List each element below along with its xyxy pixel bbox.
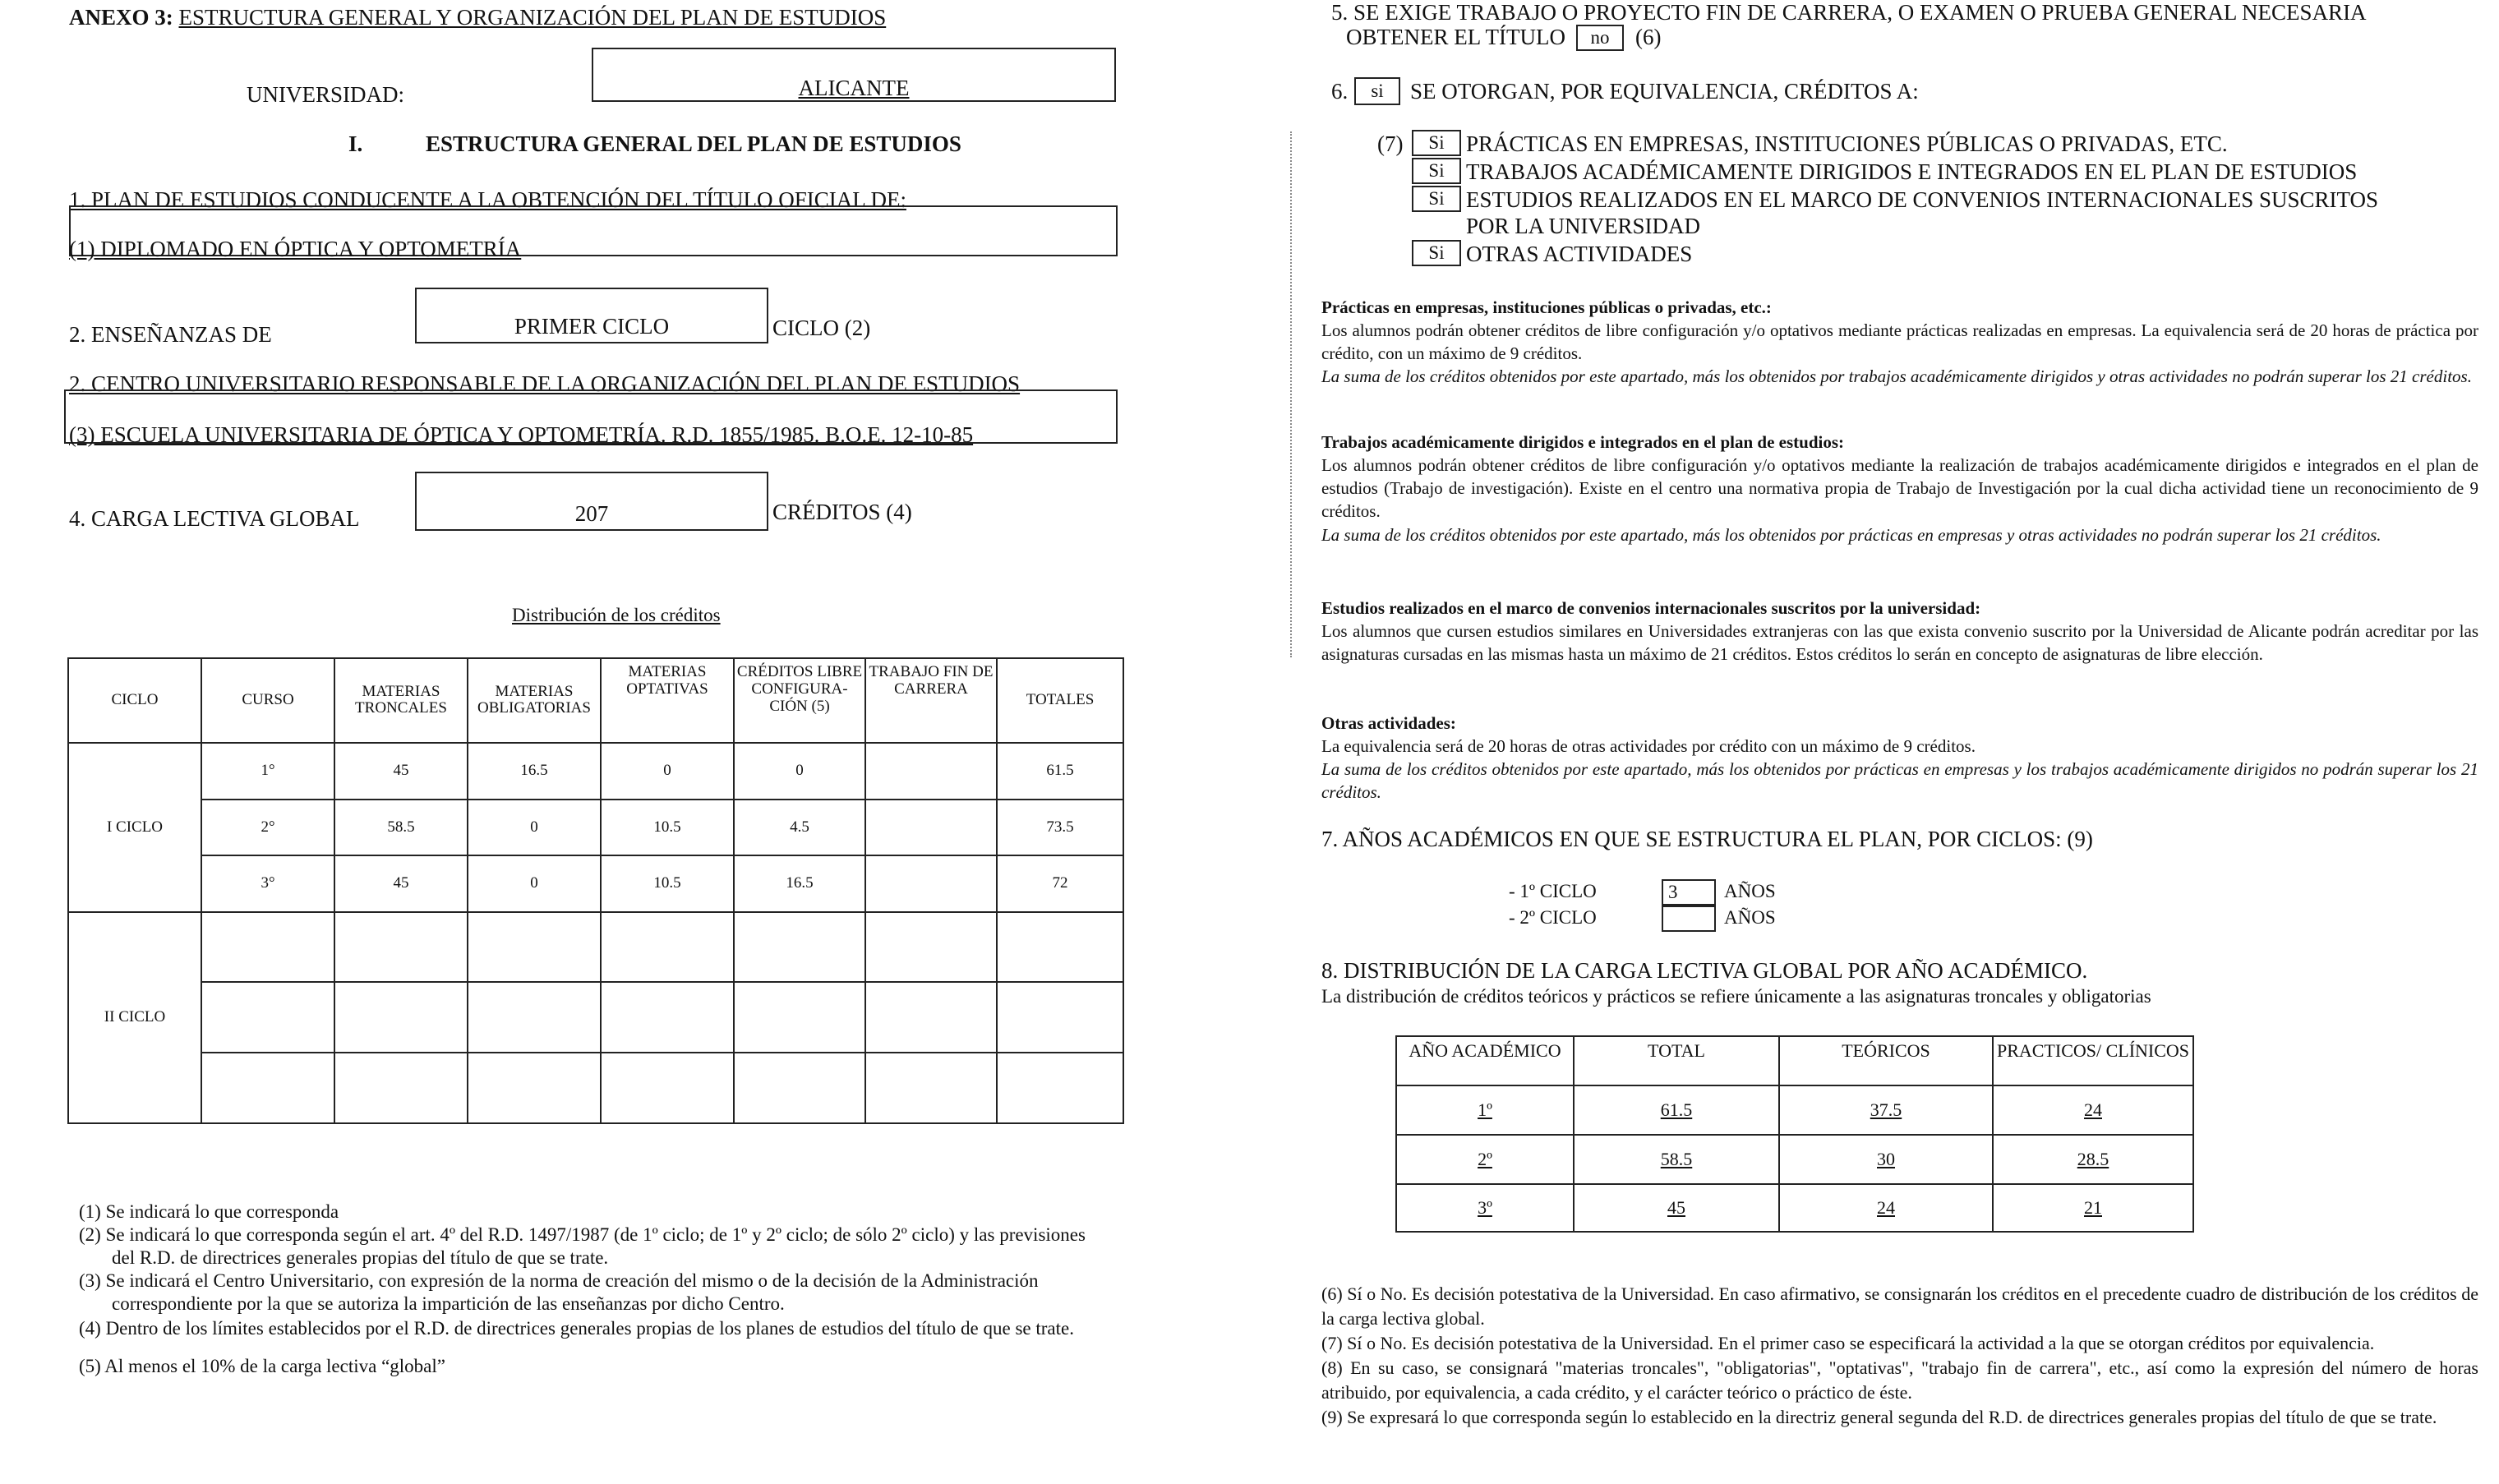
cell-trabajo xyxy=(865,743,997,800)
cell-obligatorias: 16.5 xyxy=(468,743,601,800)
q5-line1: 5. SE EXIGE TRABAJO O PROYECTO FIN DE CARRERA, O EXAMEN O PRUEBA GENERAL NECESARIA xyxy=(1331,0,2367,25)
credit-distribution-table xyxy=(67,657,1124,1124)
q2-value: PRIMER CICLO xyxy=(514,314,670,339)
cell-obligatorias: 0 xyxy=(468,855,601,912)
cell-trabajo xyxy=(865,855,997,912)
cell-curso: 1° xyxy=(201,743,334,800)
q7-row2-unit: AÑOS xyxy=(1724,907,1776,928)
footnote-7: (7) Sí o No. Es decisión potestativa de la Universidad. En el primer caso se especificará la actividad a la que se otorgan créditos por equivalencia. xyxy=(1321,1332,2375,1353)
section-practicas xyxy=(1321,296,2478,389)
section-estudios-convenios xyxy=(1321,597,2478,666)
cell-optativas: 10.5 xyxy=(601,855,734,912)
footnote-2-cont: del R.D. de directrices generales propias del título de que se trate. xyxy=(112,1247,609,1268)
table-row xyxy=(68,1053,1123,1123)
practicas-text: Los alumnos podrán obtener créditos de libre configuración y/o optativos mediante prácticas realizadas en empresas. La equivalencia será de 20 horas de práctica por crédito, con un máximo de 9 créditos. xyxy=(1321,320,2478,364)
q4-suffix: CRÉDITOS (4) xyxy=(772,500,912,524)
table-row xyxy=(1396,1085,2193,1135)
header-ciclo: CICLO xyxy=(68,658,201,743)
q1-value: (1) DIPLOMADO EN ÓPTICA Y OPTOMETRÍA xyxy=(69,237,522,261)
table-row xyxy=(68,743,1123,800)
annex-label: ANEXO 3: xyxy=(69,5,173,30)
header-obligatorias: MATERIAS OBLIGATORIAS xyxy=(468,658,601,743)
footnote-4: (4) Dentro de los límites establecidos por el R.D. de directrices generales propias de los planes de estudios del título de que se trate. xyxy=(79,1318,1074,1339)
q3-label: 2. CENTRO UNIVERSITARIO RESPONSABLE DE LA ORGANIZACIÓN DEL PLAN DE ESTUDIOS xyxy=(69,371,1021,396)
university-label: UNIVERSIDAD: xyxy=(247,82,404,107)
header-total: TOTAL xyxy=(1574,1036,1779,1085)
convenios-title: Estudios realizados en el marco de convenios internacionales suscritos por la universidad: xyxy=(1321,598,1981,618)
q7-row2-label: - 2º CICLO xyxy=(1509,907,1597,928)
right-footnotes xyxy=(1321,1282,2478,1429)
header-ano-academico: AÑO ACADÉMICO xyxy=(1396,1036,1574,1085)
equiv-2-mark: Si xyxy=(1412,158,1461,184)
footnote-3-cont: correspondiente por la que se autoriza la impartición de las enseñanzas por dicho Centro. xyxy=(112,1293,785,1314)
header-libre-configuracion: CRÉDITOS LIBRE CONFIGURA-CIÓN (5) xyxy=(734,658,865,743)
section-otras-actividades xyxy=(1321,712,2478,804)
q6-note: (7) xyxy=(1377,131,1404,156)
footnote-1: (1) Se indicará lo que corresponda xyxy=(79,1201,339,1222)
otras-title: Otras actividades: xyxy=(1321,713,1456,733)
equiv-3-text-cont: POR LA UNIVERSIDAD xyxy=(1466,214,1701,238)
cell-libre: 16.5 xyxy=(734,855,865,912)
trabajos-text: Los alumnos podrán obtener créditos de libre configuración y/o optativos mediante la realización de trabajos académicamente dirigidos e integrados en el plan de estudios (Trabajo de investigación). Existe en el centro una normativa propia de Trabajo de Investigación por la cual dicha actividad tiene un reconocimiento de 9 créditos. xyxy=(1321,455,2478,522)
practicas-note: La suma de los créditos obtenidos por este apartado, más los obtenidos por trabajos académicamente dirigidos y otras actividades no podrán superar los 21 créditos. xyxy=(1321,366,2472,387)
cell-year: 2º xyxy=(1396,1135,1574,1184)
footnote-8: (8) En su caso, se consignará "materias troncales", "obligatorias", "optativas", "trabajo fin de carrera", etc., así como la expresión del número de horas atribuido, por equivalencia, a cada crédito, y el carácter teórico o práctico de éste. xyxy=(1321,1357,2478,1403)
table-row xyxy=(68,800,1123,856)
header-curso: CURSO xyxy=(201,658,334,743)
otras-note: La suma de los créditos obtenidos por este apartado, más los obtenidos por prácticas en empresas y los trabajos académicamente dirigidos no podrán superar los 21 créditos. xyxy=(1321,759,2478,803)
cell-teoricos: 30 xyxy=(1779,1135,1993,1184)
q2-suffix: CICLO (2) xyxy=(772,316,871,340)
table-row xyxy=(68,855,1123,912)
equiv-1-text: PRÁCTICAS EN EMPRESAS, INSTITUCIONES PÚBLICAS O PRIVADAS, ETC. xyxy=(1466,131,2228,156)
q6-number: 6. xyxy=(1331,79,1349,104)
section-number: I. xyxy=(348,131,363,156)
cell-practicos: 28.5 xyxy=(1993,1135,2193,1184)
footnote-3: (3) Se indicará el Centro Universitario, con expresión de la norma de creación del mismo o de la decisión de la Administración xyxy=(79,1270,1039,1291)
footnote-6: (6) Sí o No. Es decisión potestativa de la Universidad. En caso afirmativo, se consignarán los créditos en el precedente cuadro de distribución de los créditos de la carga lectiva global. xyxy=(1321,1284,2478,1329)
q7-row1-label: - 1º CICLO xyxy=(1509,881,1597,901)
distribution-title: Distribución de los créditos xyxy=(512,605,721,625)
cell-totales: 61.5 xyxy=(997,743,1123,800)
cell-teoricos: 24 xyxy=(1779,1184,1993,1232)
q5-note: (6) xyxy=(1635,25,1662,49)
section-trabajos xyxy=(1321,431,2478,546)
q5-answer-box: no xyxy=(1576,25,1624,51)
equiv-4-text: OTRAS ACTIVIDADES xyxy=(1466,242,1693,266)
cell-total: 61.5 xyxy=(1574,1085,1779,1135)
cell-curso: 3° xyxy=(201,855,334,912)
annex-heading xyxy=(69,5,886,30)
cell-year: 3º xyxy=(1396,1184,1574,1232)
equiv-4-mark: Si xyxy=(1412,240,1461,266)
q6-text: SE OTORGAN, POR EQUIVALENCIA, CRÉDITOS A: xyxy=(1410,79,1919,104)
header-optativas: MATERIAS OPTATIVAS xyxy=(601,658,734,743)
header-teoricos: TEÓRICOS xyxy=(1779,1036,1993,1085)
cell-totales: 72 xyxy=(997,855,1123,912)
cell-year: 1º xyxy=(1396,1085,1574,1135)
otras-text: La equivalencia será de 20 horas de otras actividades por crédito con un máximo de 9 créditos. xyxy=(1321,736,1976,757)
q7-row1-value: 3 xyxy=(1662,879,1716,906)
cell-curso: 2° xyxy=(201,800,334,856)
trabajos-title: Trabajos académicamente dirigidos e integrados en el plan de estudios: xyxy=(1321,432,1845,452)
footnote-5: (5) Al menos el 10% de la carga lectiva “global” xyxy=(79,1356,445,1376)
cell-optativas: 0 xyxy=(601,743,734,800)
annex-title: ESTRUCTURA GENERAL Y ORGANIZACIÓN DEL PLAN DE ESTUDIOS xyxy=(178,5,887,30)
q5-line2: OBTENER EL TÍTULO xyxy=(1346,25,1565,49)
header-troncales: MATERIAS TRONCALES xyxy=(334,658,468,743)
header-practicos: PRACTICOS/ CLÍNICOS xyxy=(1993,1036,2193,1085)
cell-optativas: 10.5 xyxy=(601,800,734,856)
cell-obligatorias: 0 xyxy=(468,800,601,856)
annual-load-table xyxy=(1395,1035,2194,1233)
footnote-9: (9) Se expresará lo que corresponda según lo establecido en la directriz general segunda del R.D. de directrices generales propias del título de que se trate. xyxy=(1321,1406,2437,1427)
q3-value: (3) ESCUELA UNIVERSITARIA DE ÓPTICA Y OPTOMETRÍA. R.D. 1855/1985. B.O.E. 12-10-85 xyxy=(69,422,974,447)
table-row xyxy=(1396,1184,2193,1232)
ciclo-1-label: I CICLO xyxy=(68,743,201,912)
ciclo-2-label: II CICLO xyxy=(68,912,201,1123)
cell-troncales: 45 xyxy=(334,743,468,800)
q1-label: 1. PLAN DE ESTUDIOS CONDUCENTE A LA OBTENCIÓN DEL TÍTULO OFICIAL DE: xyxy=(69,187,906,212)
q7-title: 7. AÑOS ACADÉMICOS EN QUE SE ESTRUCTURA EL PLAN, POR CICLOS: (9) xyxy=(1321,827,2093,851)
q7-row2-value xyxy=(1662,906,1716,932)
cell-totales: 73.5 xyxy=(997,800,1123,856)
table-row xyxy=(1396,1135,2193,1184)
header-trabajo-fin-carrera: TRABAJO FIN DE CARRERA xyxy=(865,658,997,743)
q4-label: 4. CARGA LECTIVA GLOBAL xyxy=(69,506,360,531)
page-divider xyxy=(1290,131,1292,657)
cell-practicos: 24 xyxy=(1993,1085,2193,1135)
q4-value: 207 xyxy=(574,501,609,526)
header-totales: TOTALES xyxy=(997,658,1123,743)
cell-trabajo xyxy=(865,800,997,856)
table-row xyxy=(68,912,1123,983)
q8-subtitle: La distribución de créditos teóricos y prácticos se refiere únicamente a las asignaturas troncales y obligatorias xyxy=(1321,986,2151,1007)
convenios-text: Los alumnos que cursen estudios similares en Universidades extranjeras con las que exista convenio suscrito por la Universidad de Alicante podrán acreditar por las asignaturas cursadas en las mismas hasta un máximo de 21 créditos. Estos créditos lo serán en concepto de asignaturas de libre elección. xyxy=(1321,621,2478,665)
cell-troncales: 58.5 xyxy=(334,800,468,856)
cell-total: 58.5 xyxy=(1574,1135,1779,1184)
cell-libre: 4.5 xyxy=(734,800,865,856)
trabajos-note: La suma de los créditos obtenidos por este apartado, más los obtenidos por prácticas en empresas y otras actividades no podrán superar los 21 créditos. xyxy=(1321,524,2381,545)
cell-total: 45 xyxy=(1574,1184,1779,1232)
q2-label: 2. ENSEÑANZAS DE xyxy=(69,322,272,347)
table-row xyxy=(68,982,1123,1053)
equiv-1-mark: Si xyxy=(1412,130,1461,156)
footnote-2: (2) Se indicará lo que corresponda según el art. 4º del R.D. 1497/1987 (de 1º ciclo; de 1º y 2º ciclo; de sólo 2º ciclo) y las previsiones xyxy=(79,1224,1086,1245)
practicas-title: Prácticas en empresas, instituciones públicas o privadas, etc.: xyxy=(1321,297,1772,317)
cell-practicos: 21 xyxy=(1993,1184,2193,1232)
equiv-3-mark: Si xyxy=(1412,186,1461,212)
section-title: ESTRUCTURA GENERAL DEL PLAN DE ESTUDIOS xyxy=(426,131,961,156)
cell-troncales: 45 xyxy=(334,855,468,912)
cell-teoricos: 37.5 xyxy=(1779,1085,1993,1135)
q7-row1-unit: AÑOS xyxy=(1724,881,1776,901)
q6-answer-box: si xyxy=(1354,77,1400,105)
equiv-2-text: TRABAJOS ACADÉMICAMENTE DIRIGIDOS E INTEGRADOS EN EL PLAN DE ESTUDIOS xyxy=(1466,159,2358,184)
q8-title: 8. DISTRIBUCIÓN DE LA CARGA LECTIVA GLOBAL POR AÑO ACADÉMICO. xyxy=(1321,958,2088,983)
equiv-3-text: ESTUDIOS REALIZADOS EN EL MARCO DE CONVENIOS INTERNACIONALES SUSCRITOS xyxy=(1466,187,2379,212)
university-value: ALICANTE xyxy=(798,76,910,100)
cell-libre: 0 xyxy=(734,743,865,800)
